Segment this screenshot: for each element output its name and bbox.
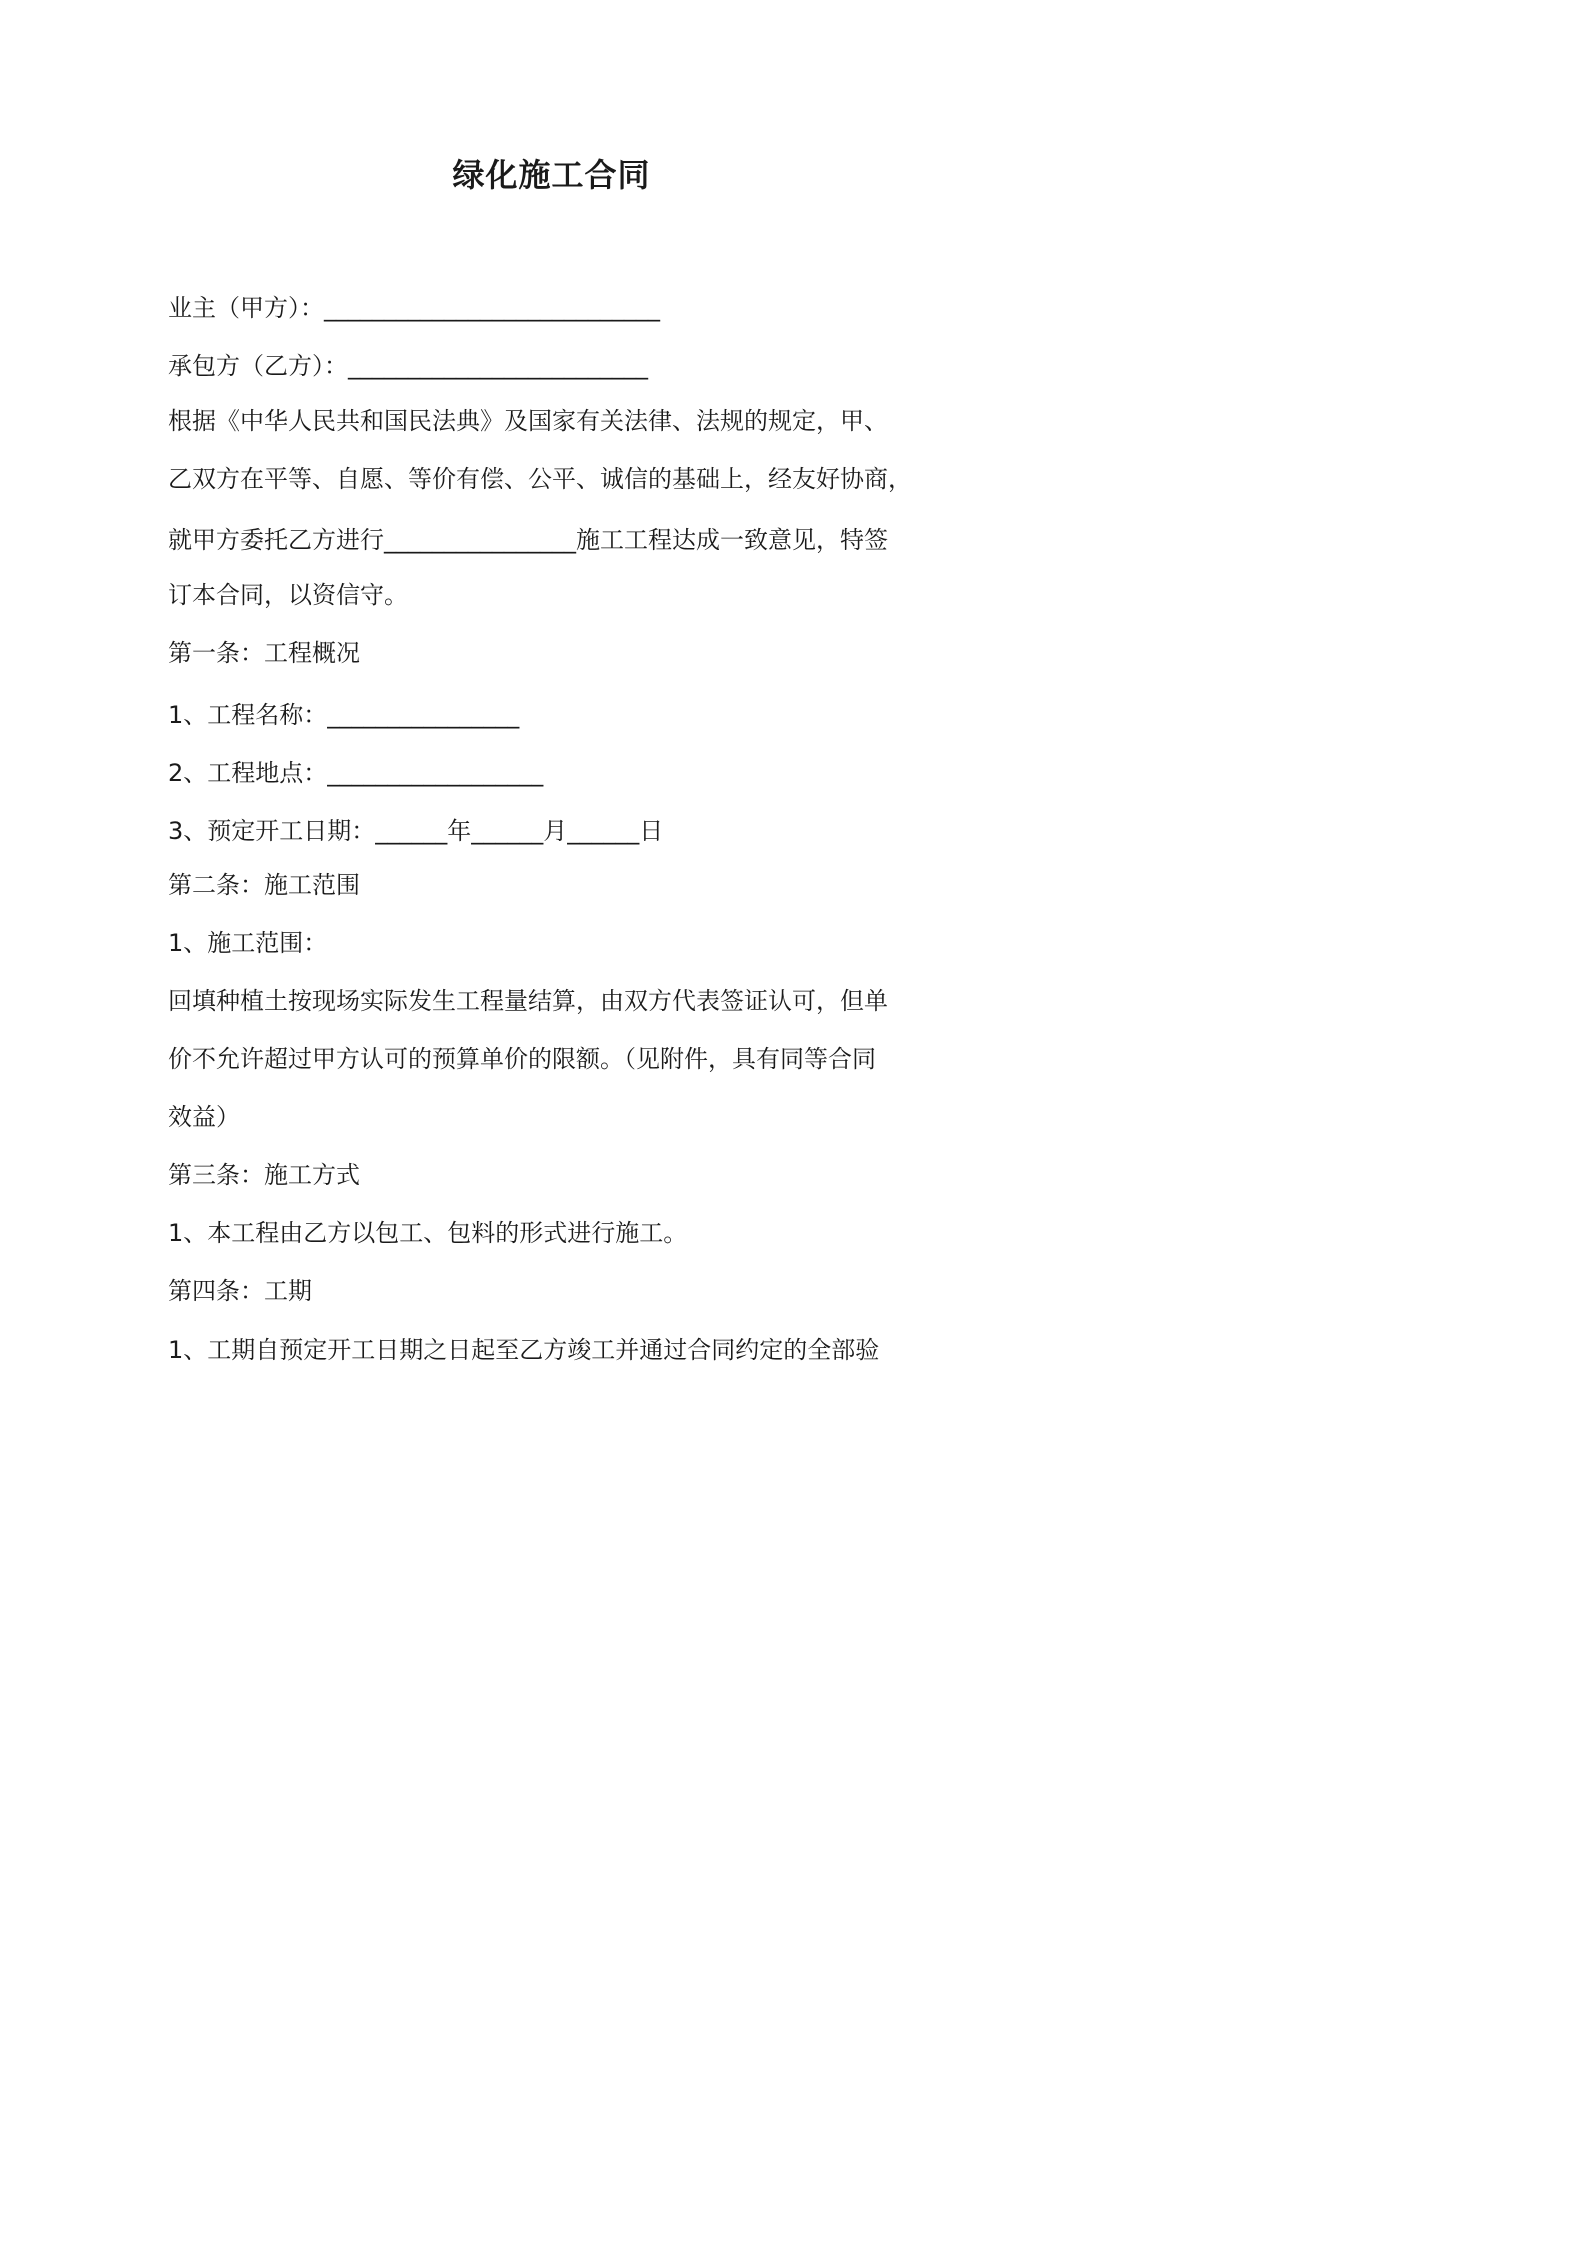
scope-text-line-2: 价不允许超过甲方认可的预算单价的限额。（见附件，具有同等合同	[168, 1045, 876, 1073]
party-b-line: 承包方（乙方）：_________________________	[168, 352, 648, 380]
preamble-line-3: 就甲方委托乙方进行________________施工工程达成一致意见，特签	[168, 526, 888, 554]
article-3-heading: 第三条：施工方式	[168, 1161, 360, 1189]
preamble-line-2: 乙双方在平等、自愿、等价有偿、公平、诚信的基础上，经友好协商，	[168, 465, 912, 493]
scope-text-line-3: 效益）	[168, 1103, 240, 1131]
article-1-heading: 第一条：工程概况	[168, 639, 360, 667]
article-4-heading: 第四条：工期	[168, 1277, 312, 1305]
party-a-line: 业主（甲方）：____________________________	[168, 294, 660, 322]
contract-page	[0, 0, 1103, 1560]
period-item-1: 1、工期自预定开工日期之日起至乙方竣工并通过合同约定的全部验	[168, 1336, 880, 1364]
scope-text-line-1: 回填种植土按现场实际发生工程量结算，由双方代表签证认可，但单	[168, 987, 888, 1015]
method-item-1: 1、本工程由乙方以包工、包料的形式进行施工。	[168, 1219, 688, 1247]
article-2-heading: 第二条：施工范围	[168, 871, 360, 899]
project-location-line: 2、工程地点：__________________	[168, 759, 544, 787]
document-title: 绿化施工合同	[452, 156, 651, 194]
start-date-line: 3、预定开工日期：______年______月______日	[168, 817, 664, 845]
preamble-line-4: 订本合同，以资信守。	[168, 581, 408, 609]
project-name-line: 1、工程名称：________________	[168, 701, 520, 729]
scope-item-1: 1、施工范围：	[168, 929, 328, 957]
preamble-line-1: 根据《中华人民共和国民法典》及国家有关法律、法规的规定，甲、	[168, 407, 888, 435]
